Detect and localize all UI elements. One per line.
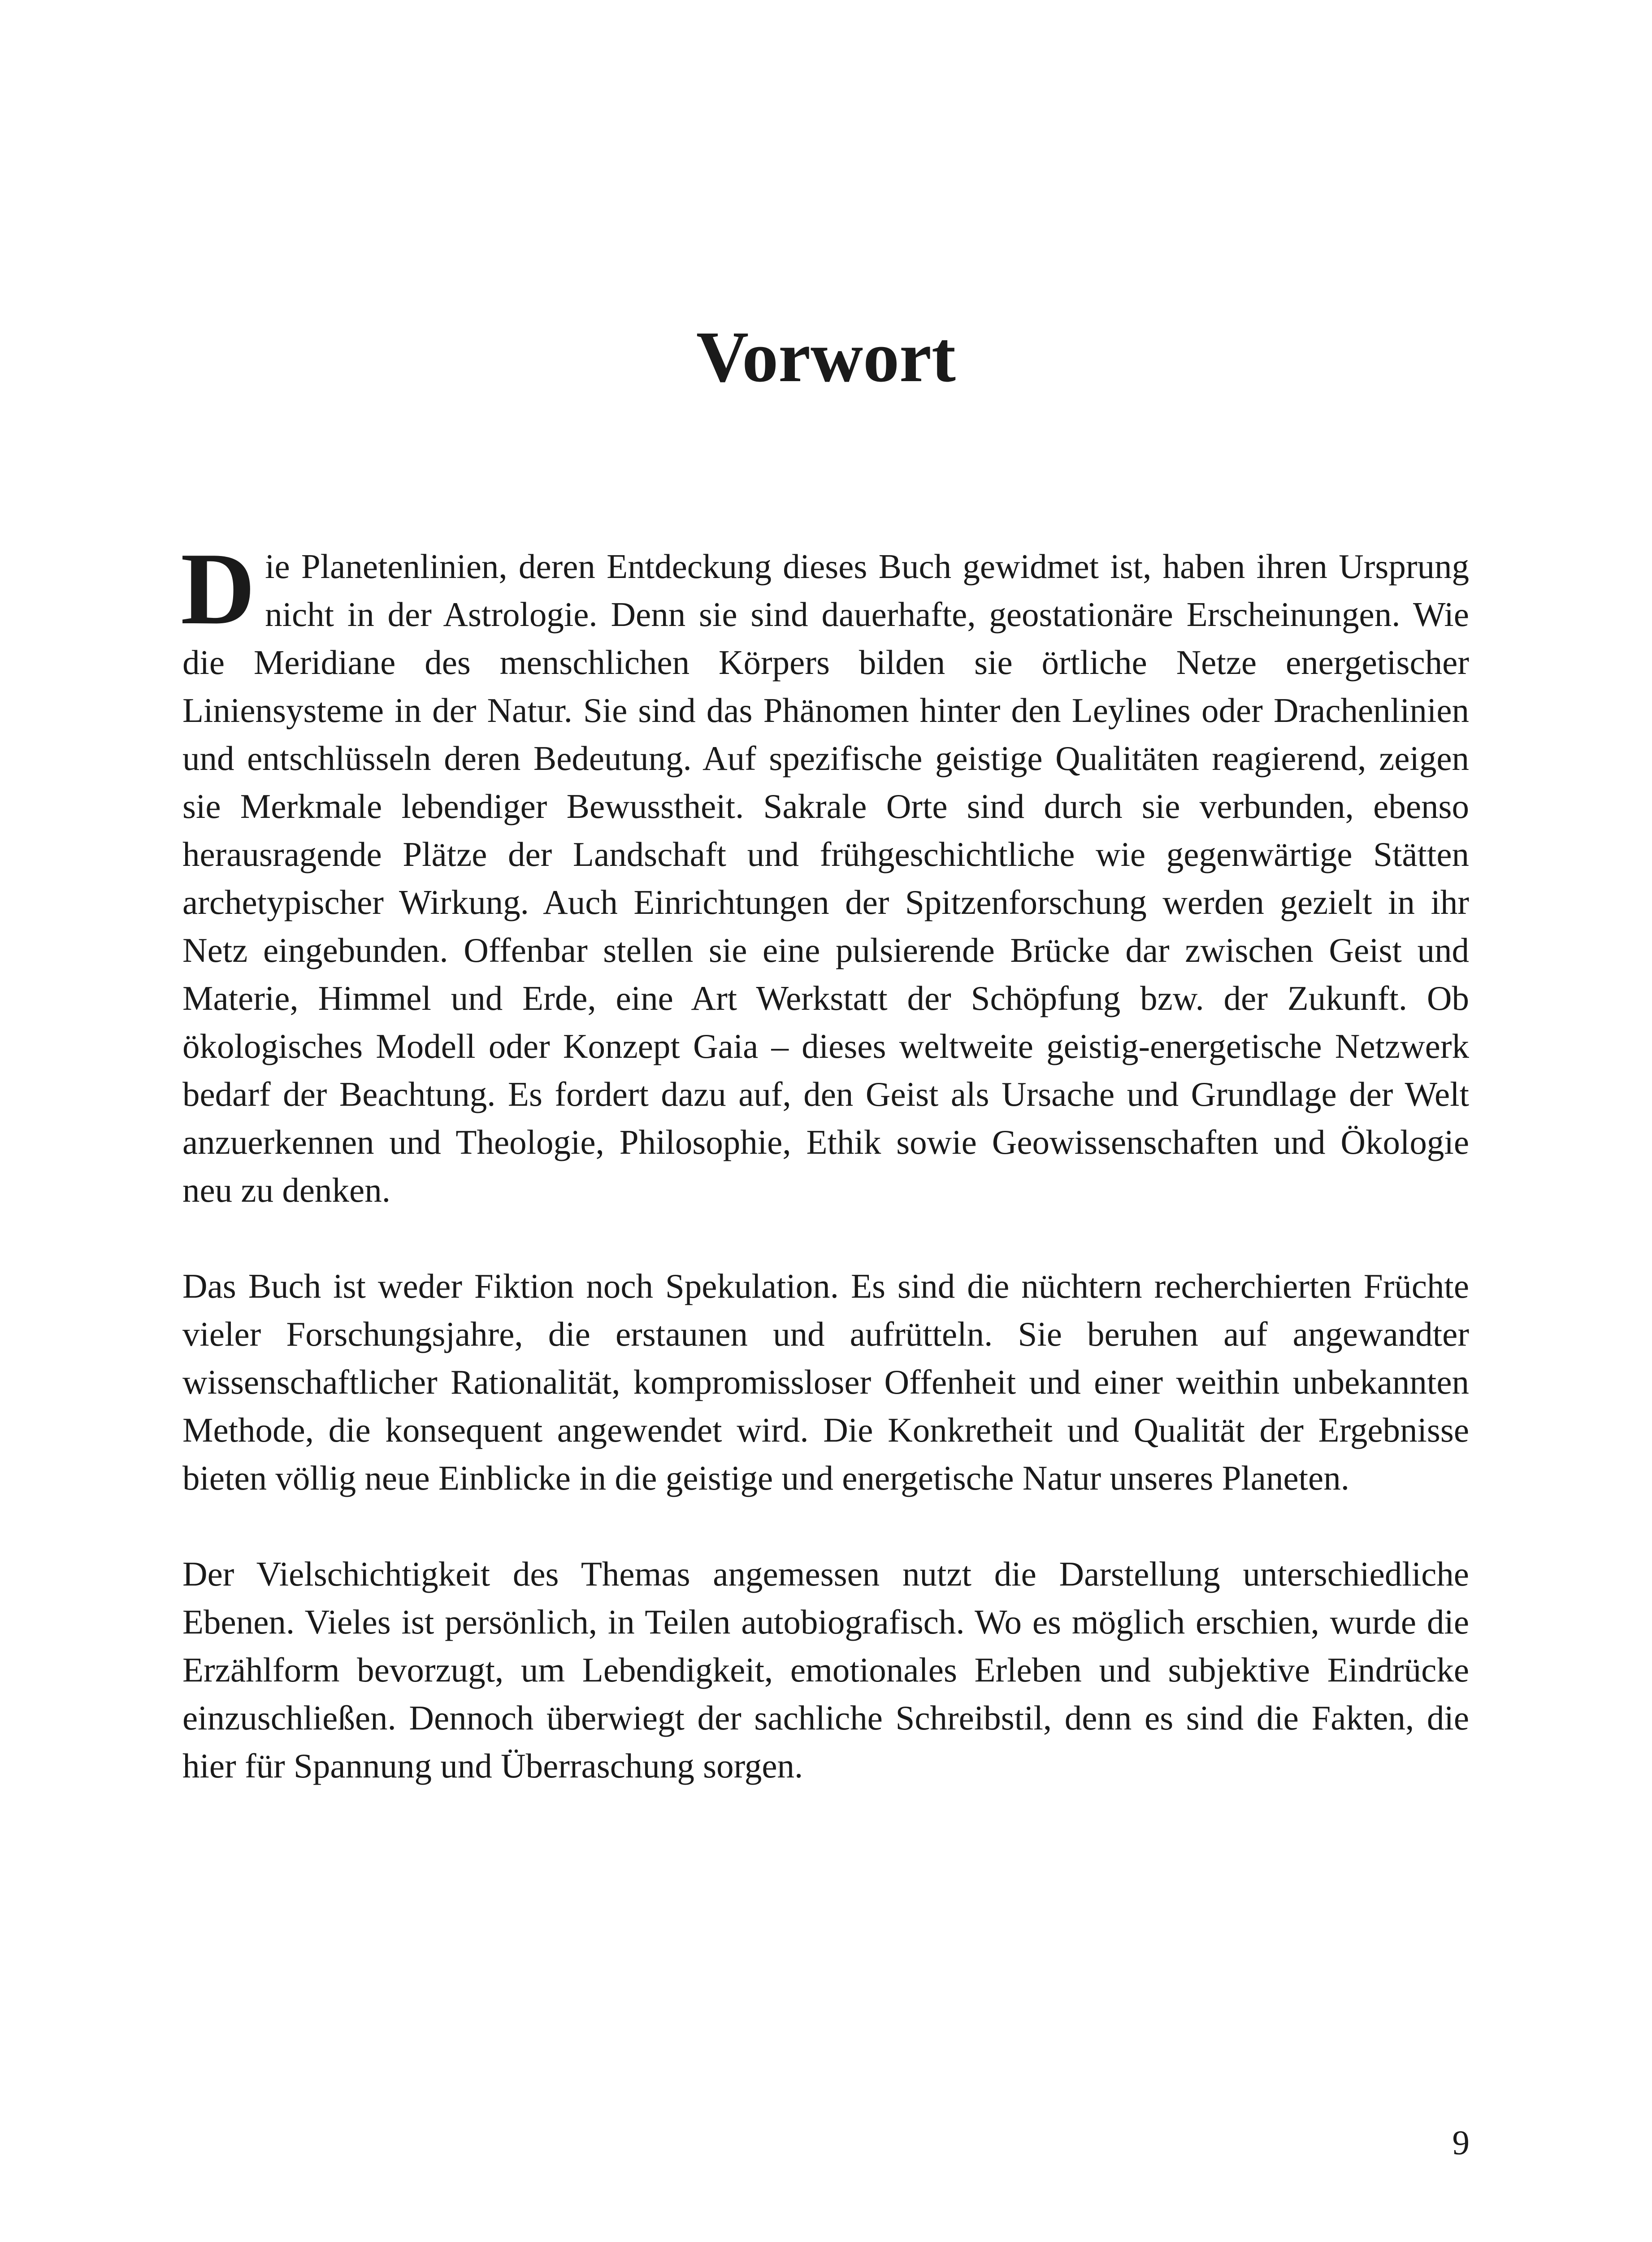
page-title: Vorwort — [696, 317, 956, 397]
drop-cap: D — [181, 531, 256, 646]
paragraph-1-text: ie Planetenlinien, deren Entdeckung dieses Buch gewidmet ist, haben ihren Ursprung nicht in der Astrologie. Denn sie sind dauerhafte, geostationäre Erscheinungen. Wie die Meridiane des menschlichen Körpers bilden sie örtliche Netze energetischer Liniensysteme in der Natur. Sie sind das Phänomen hinter den Leylines oder Drachenlinien und entschlüsseln deren Bedeutung. Auf spezifische geistige Qualitäten reagierend, zeigen sie Merkmale lebendiger Bewusstheit. Sakrale Orte sind durch sie verbunden, ebenso herausragende Plätze der Landschaft und frühgeschichtliche wie gegenwärtige Stätten archetypischer Wirkung. Auch Einrichtungen der Spitzenforschung werden gezielt in ihr Netz eingebunden. Offenbar stellen sie eine pulsierende Brücke dar zwischen Geist und Materie, Himmel und Erde, eine Art Werkstatt der Schöpfung bzw. der Zukunft. Ob ökologisches Modell oder Konzept Gaia – dieses weltweite geistig-energetische Netzwerk bedarf der Beachtung. Es fordert dazu auf, den Geist als Ursache und Grundlage der Welt anzuerkennen und Theologie, Philosophie, Ethik sowie Geowissenschaften und Ökologie neu zu denken. — [182, 547, 1469, 1209]
paragraph-1 — [181, 531, 1469, 1214]
paragraph-2: Das Buch ist weder Fiktion noch Spekulation. Es sind die nüchtern recherchierten Früchte vieler Forschungsjahre, die erstaunen und aufrütteln. Sie beruhen auf angewandter wissenschaftlicher Rationalität, kompromissloser Offenheit und einer weithin unbekannten Methode, die konsequent angewendet wird. Die Konkretheit und Qualität der Ergebnisse bieten völlig neue Einblicke in die geistige und energetische Natur unseres Planeten. — [182, 1267, 1469, 1497]
paragraph-3: Der Vielschichtigkeit des Themas angemessen nutzt die Darstellung unterschiedliche Ebenen. Vieles ist persönlich, in Teilen autobiografisch. Wo es möglich erschien, wurde die Erzählform bevorzugt, um Lebendigkeit, emotionales Erleben und subjektive Eindrücke einzuschließen. Dennoch überwiegt der sachliche Schreibstil, denn es sind die Fakten, die hier für Spannung und Überraschung sorgen. — [182, 1555, 1469, 1785]
body-text — [181, 531, 1469, 1790]
page-number: 9 — [1452, 2123, 1470, 2162]
